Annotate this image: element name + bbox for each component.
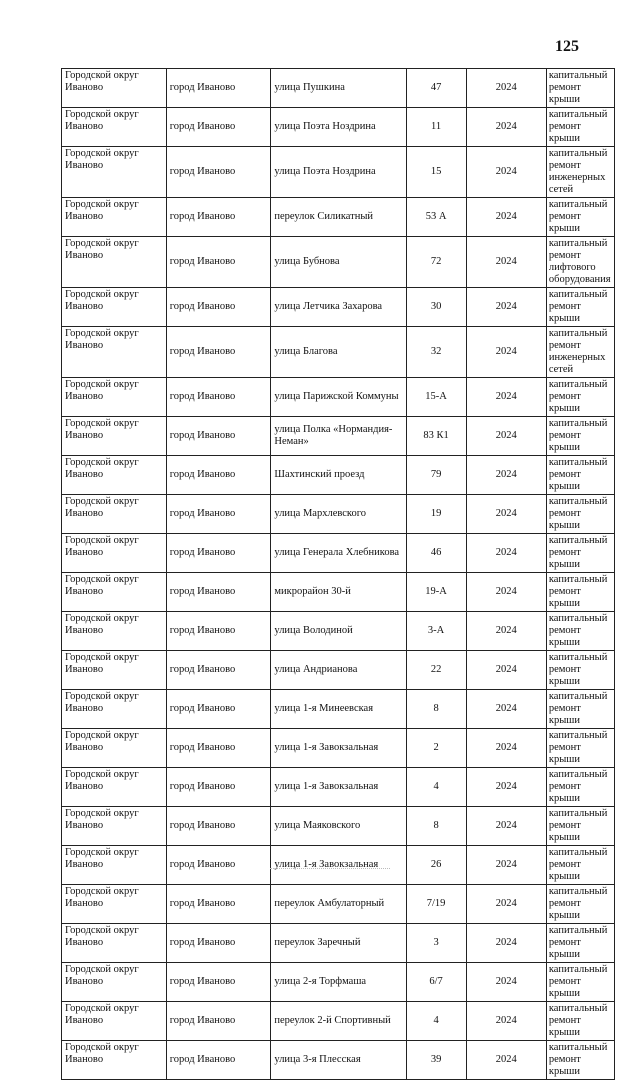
year-cell: 2024 <box>466 456 546 495</box>
work-type-cell: капитальный ремонт крыши <box>546 846 614 885</box>
year-cell: 2024 <box>466 237 546 288</box>
table-row <box>62 807 615 846</box>
work-type-cell: капитальный ремонт крыши <box>546 495 614 534</box>
work-type-cell: капитальный ремонт крыши <box>546 573 614 612</box>
year-cell: 2024 <box>466 846 546 885</box>
work-type-cell: капитальный ремонт инженерных сетей <box>546 327 614 378</box>
work-type-cell: капитальный ремонт крыши <box>546 198 614 237</box>
house-cell: 8 <box>406 690 466 729</box>
street-cell: улица Генерала Хлебникова <box>271 534 406 573</box>
district-cell: Городской округ Иваново <box>62 108 167 147</box>
table-row <box>62 417 615 456</box>
district-cell: Городской округ Иваново <box>62 378 167 417</box>
street-cell: улица Летчика Захарова <box>271 288 406 327</box>
house-cell: 79 <box>406 456 466 495</box>
work-type-cell: капитальный ремонт крыши <box>546 924 614 963</box>
city-cell: город Иваново <box>166 651 271 690</box>
street-cell: улица 1-я Завокзальная <box>271 846 406 885</box>
city-cell: город Иваново <box>166 198 271 237</box>
table-row <box>62 612 615 651</box>
city-cell: город Иваново <box>166 612 271 651</box>
table-body <box>62 69 615 1080</box>
table-row <box>62 69 615 108</box>
house-cell: 83 К1 <box>406 417 466 456</box>
table-row <box>62 924 615 963</box>
district-cell: Городской округ Иваново <box>62 456 167 495</box>
district-cell: Городской округ Иваново <box>62 807 167 846</box>
street-cell: улица Поэта Ноздрина <box>271 147 406 198</box>
street-cell: микрорайон 30-й <box>271 573 406 612</box>
year-cell: 2024 <box>466 108 546 147</box>
year-cell: 2024 <box>466 885 546 924</box>
work-type-cell: капитальный ремонт крыши <box>546 417 614 456</box>
city-cell: город Иваново <box>166 495 271 534</box>
year-cell: 2024 <box>466 1002 546 1041</box>
city-cell: город Иваново <box>166 378 271 417</box>
street-cell: переулок Амбулаторный <box>271 885 406 924</box>
table-row <box>62 198 615 237</box>
district-cell: Городской округ Иваново <box>62 690 167 729</box>
district-cell: Городской округ Иваново <box>62 963 167 1002</box>
house-cell: 8 <box>406 807 466 846</box>
city-cell: город Иваново <box>166 729 271 768</box>
street-cell: улица Володиной <box>271 612 406 651</box>
street-cell: переулок Силикатный <box>271 198 406 237</box>
district-cell: Городской округ Иваново <box>62 1041 167 1080</box>
year-cell: 2024 <box>466 807 546 846</box>
city-cell: город Иваново <box>166 534 271 573</box>
table-row <box>62 768 615 807</box>
district-cell: Городской округ Иваново <box>62 417 167 456</box>
year-cell: 2024 <box>466 378 546 417</box>
repair-schedule-table <box>61 68 615 1080</box>
house-cell: 6/7 <box>406 963 466 1002</box>
table-row <box>62 237 615 288</box>
year-cell: 2024 <box>466 534 546 573</box>
year-cell: 2024 <box>466 417 546 456</box>
work-type-cell: капитальный ремонт инженерных сетей <box>546 147 614 198</box>
house-cell: 22 <box>406 651 466 690</box>
house-cell: 19-А <box>406 573 466 612</box>
street-cell: улица Поэта Ноздрина <box>271 108 406 147</box>
house-cell: 15-А <box>406 378 466 417</box>
city-cell: город Иваново <box>166 69 271 108</box>
house-cell: 19 <box>406 495 466 534</box>
work-type-cell: капитальный ремонт крыши <box>546 534 614 573</box>
year-cell: 2024 <box>466 1041 546 1080</box>
table-row <box>62 147 615 198</box>
work-type-cell: капитальный ремонт крыши <box>546 651 614 690</box>
street-cell: улица Парижской Коммуны <box>271 378 406 417</box>
city-cell: город Иваново <box>166 690 271 729</box>
city-cell: город Иваново <box>166 846 271 885</box>
year-cell: 2024 <box>466 573 546 612</box>
street-cell: Шахтинский проезд <box>271 456 406 495</box>
city-cell: город Иваново <box>166 288 271 327</box>
city-cell: город Иваново <box>166 1002 271 1041</box>
house-cell: 4 <box>406 1002 466 1041</box>
table-row <box>62 378 615 417</box>
year-cell: 2024 <box>466 327 546 378</box>
work-type-cell: капитальный ремонт крыши <box>546 1002 614 1041</box>
work-type-cell: капитальный ремонт крыши <box>546 690 614 729</box>
work-type-cell: капитальный ремонт крыши <box>546 378 614 417</box>
work-type-cell: капитальный ремонт крыши <box>546 69 614 108</box>
house-cell: 46 <box>406 534 466 573</box>
table-row <box>62 1002 615 1041</box>
year-cell: 2024 <box>466 729 546 768</box>
street-cell: улица 2-я Торфмаша <box>271 963 406 1002</box>
district-cell: Городской округ Иваново <box>62 651 167 690</box>
city-cell: город Иваново <box>166 573 271 612</box>
street-cell: улица 1-я Завокзальная <box>271 729 406 768</box>
house-cell: 3-А <box>406 612 466 651</box>
work-type-cell: капитальный ремонт крыши <box>546 456 614 495</box>
city-cell: город Иваново <box>166 1041 271 1080</box>
city-cell: город Иваново <box>166 768 271 807</box>
house-cell: 53 А <box>406 198 466 237</box>
work-type-cell: капитальный ремонт крыши <box>546 768 614 807</box>
work-type-cell: капитальный ремонт крыши <box>546 729 614 768</box>
year-cell: 2024 <box>466 651 546 690</box>
table-row <box>62 729 615 768</box>
house-cell: 11 <box>406 108 466 147</box>
street-cell: улица 1-я Завокзальная <box>271 768 406 807</box>
street-cell: улица Андрианова <box>271 651 406 690</box>
district-cell: Городской округ Иваново <box>62 846 167 885</box>
street-cell: улица Маяковского <box>271 807 406 846</box>
house-cell: 4 <box>406 768 466 807</box>
district-cell: Городской округ Иваново <box>62 534 167 573</box>
house-cell: 39 <box>406 1041 466 1080</box>
city-cell: город Иваново <box>166 108 271 147</box>
work-type-cell: капитальный ремонт крыши <box>546 108 614 147</box>
work-type-cell: капитальный ремонт крыши <box>546 885 614 924</box>
city-cell: город Иваново <box>166 963 271 1002</box>
street-cell: переулок 2-й Спортивный <box>271 1002 406 1041</box>
house-cell: 2 <box>406 729 466 768</box>
work-type-cell: капитальный ремонт крыши <box>546 612 614 651</box>
street-cell: улица Благова <box>271 327 406 378</box>
work-type-cell: капитальный ремонт лифтового оборудования <box>546 237 614 288</box>
table-row <box>62 846 615 885</box>
year-cell: 2024 <box>466 963 546 1002</box>
district-cell: Городской округ Иваново <box>62 924 167 963</box>
year-cell: 2024 <box>466 147 546 198</box>
district-cell: Городской округ Иваново <box>62 147 167 198</box>
district-cell: Городской округ Иваново <box>62 1002 167 1041</box>
table-row <box>62 1041 615 1080</box>
year-cell: 2024 <box>466 198 546 237</box>
scan-artifact <box>270 868 390 875</box>
house-cell: 7/19 <box>406 885 466 924</box>
work-type-cell: капитальный ремонт крыши <box>546 288 614 327</box>
year-cell: 2024 <box>466 768 546 807</box>
district-cell: Городской округ Иваново <box>62 327 167 378</box>
city-cell: город Иваново <box>166 885 271 924</box>
year-cell: 2024 <box>466 690 546 729</box>
year-cell: 2024 <box>466 288 546 327</box>
table-row <box>62 108 615 147</box>
house-cell: 3 <box>406 924 466 963</box>
house-cell: 30 <box>406 288 466 327</box>
district-cell: Городской округ Иваново <box>62 768 167 807</box>
city-cell: город Иваново <box>166 327 271 378</box>
house-cell: 32 <box>406 327 466 378</box>
city-cell: город Иваново <box>166 147 271 198</box>
street-cell: улица Полка «Нормандия-Неман» <box>271 417 406 456</box>
work-type-cell: капитальный ремонт крыши <box>546 807 614 846</box>
house-cell: 26 <box>406 846 466 885</box>
table-row <box>62 456 615 495</box>
street-cell: переулок Заречный <box>271 924 406 963</box>
house-cell: 47 <box>406 69 466 108</box>
city-cell: город Иваново <box>166 237 271 288</box>
year-cell: 2024 <box>466 924 546 963</box>
table-row <box>62 885 615 924</box>
city-cell: город Иваново <box>166 417 271 456</box>
year-cell: 2024 <box>466 612 546 651</box>
table-row <box>62 963 615 1002</box>
street-cell: улица Мархлевского <box>271 495 406 534</box>
district-cell: Городской округ Иваново <box>62 612 167 651</box>
work-type-cell: капитальный ремонт крыши <box>546 963 614 1002</box>
city-cell: город Иваново <box>166 456 271 495</box>
street-cell: улица 1-я Минеевская <box>271 690 406 729</box>
district-cell: Городской округ Иваново <box>62 288 167 327</box>
street-cell: улица 3-я Плесская <box>271 1041 406 1080</box>
city-cell: город Иваново <box>166 924 271 963</box>
table-row <box>62 495 615 534</box>
table-row <box>62 288 615 327</box>
house-cell: 15 <box>406 147 466 198</box>
page-number: 125 <box>555 38 579 55</box>
district-cell: Городской округ Иваново <box>62 198 167 237</box>
district-cell: Городской округ Иваново <box>62 729 167 768</box>
district-cell: Городской округ Иваново <box>62 237 167 288</box>
district-cell: Городской округ Иваново <box>62 69 167 108</box>
city-cell: город Иваново <box>166 807 271 846</box>
street-cell: улица Бубнова <box>271 237 406 288</box>
year-cell: 2024 <box>466 495 546 534</box>
street-cell: улица Пушкина <box>271 69 406 108</box>
work-type-cell: капитальный ремонт крыши <box>546 1041 614 1080</box>
table-row <box>62 534 615 573</box>
table-row <box>62 651 615 690</box>
house-cell: 72 <box>406 237 466 288</box>
table-row <box>62 327 615 378</box>
table-row <box>62 573 615 612</box>
district-cell: Городской округ Иваново <box>62 573 167 612</box>
year-cell: 2024 <box>466 69 546 108</box>
district-cell: Городской округ Иваново <box>62 495 167 534</box>
table-row <box>62 690 615 729</box>
district-cell: Городской округ Иваново <box>62 885 167 924</box>
